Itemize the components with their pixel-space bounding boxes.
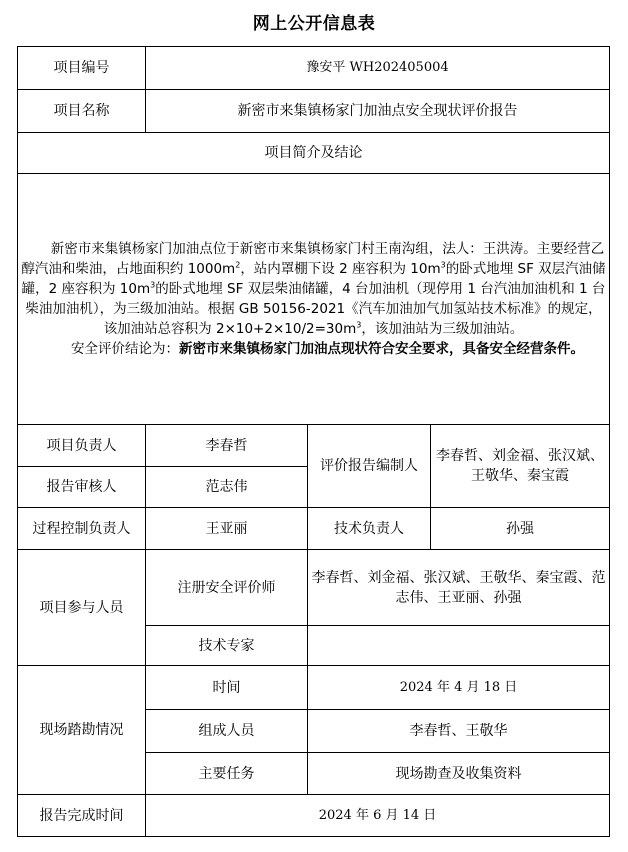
row-project-leader [18, 425, 610, 467]
row-registered-evaluators [18, 550, 610, 626]
project-no-value: 豫安平 WH202405004 [146, 47, 610, 90]
survey-time-value: 2024 年 4 月 18 日 [308, 666, 610, 710]
survey-time-label: 时间 [146, 666, 308, 710]
registered-evaluators-value: 李春哲、刘金福、张汉斌、王敬华、秦宝霞、范志伟、王亚丽、孙强 [308, 550, 610, 626]
report-done-value: 2024 年 6 月 14 日 [146, 795, 610, 837]
intro-body [18, 174, 610, 425]
conclusion-paragraph: 安全评价结论为：新密市来集镇杨家门加油点现状符合安全要求，具备安全经营条件。 [71, 341, 585, 357]
project-name-label: 项目名称 [18, 90, 146, 133]
row-project-name [18, 90, 610, 133]
technical-experts-value [308, 626, 610, 666]
report-compilers-label: 评价报告编制人 [308, 425, 431, 508]
technical-experts-label: 技术专家 [146, 626, 308, 666]
info-table [17, 46, 610, 837]
participants-label: 项目参与人员 [18, 550, 146, 666]
report-done-label: 报告完成时间 [18, 795, 146, 837]
process-controller-label: 过程控制负责人 [18, 508, 146, 550]
technical-leader-value: 孙强 [431, 508, 610, 550]
project-name-value: 新密市来集镇杨家门加油点安全现状评价报告 [146, 90, 610, 133]
row-report-done [18, 795, 610, 837]
page-title: 网上公开信息表 [252, 14, 376, 34]
project-leader-value: 李春哲 [146, 425, 308, 467]
row-process-controller [18, 508, 610, 550]
project-no-label: 项目编号 [18, 47, 146, 90]
survey-members-value: 李春哲、王敬华 [308, 710, 610, 753]
survey-task-value: 现场勘查及收集资料 [308, 753, 610, 795]
report-compilers-value: 李春哲、刘金福、张汉斌、王敬华、秦宝霞 [431, 425, 610, 508]
conclusion-text: 新密市来集镇杨家门加油点现状符合安全要求，具备安全经营条件。 [179, 341, 585, 357]
technical-leader-label: 技术负责人 [308, 508, 431, 550]
survey-members-label: 组成人员 [146, 710, 308, 753]
row-intro-header [18, 133, 610, 174]
process-controller-value: 王亚丽 [146, 508, 308, 550]
survey-task-label: 主要任务 [146, 753, 308, 795]
row-project-no [18, 47, 610, 90]
intro-header: 项目简介及结论 [18, 133, 610, 174]
report-reviewer-value: 范志伟 [146, 467, 308, 508]
intro-paragraph: 新密市来集镇杨家门加油点位于新密市来集镇杨家门村王南沟组，法人：王洪涛。主要经营乙醇汽油和柴油，占地面积约 $1000m^2$，站内罩棚下设 2 座容积为 $10m^3$的卧式地埋 SF 双层汽油储罐，2 座容积为 $10m^3$的卧式地埋 SF 双层柴油储罐，4 台加油机（现停用 1 台汽油加油机和 1 台柴油加油机），为三级加油站。根据 GB 50156-2021《汽车加油加气加氢站技术标准》的规定，该加油站总容积为 $2\times 10+2\times 10/2=30m^3$，该加油站为三级加油站。 [21, 241, 606, 337]
report-reviewer-label: 报告审核人 [18, 467, 146, 508]
site-survey-label: 现场踏勘情况 [18, 666, 146, 795]
row-intro [18, 174, 610, 425]
registered-evaluators-label: 注册安全评价师 [146, 550, 308, 626]
project-leader-label: 项目负责人 [18, 425, 146, 467]
row-survey-time [18, 666, 610, 710]
